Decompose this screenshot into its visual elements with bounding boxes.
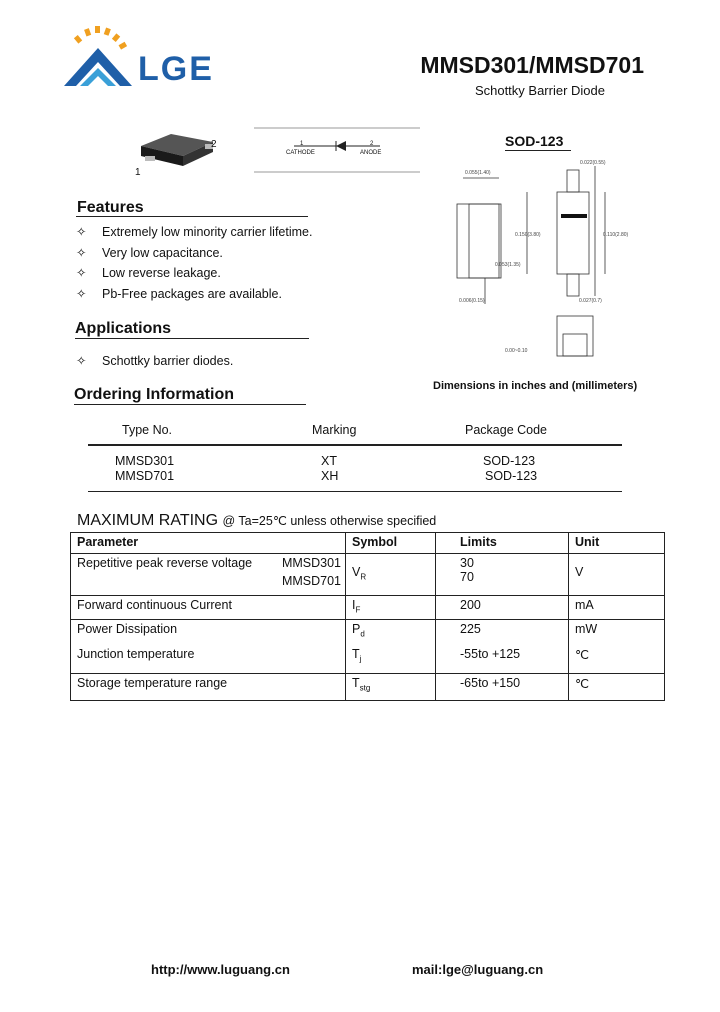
col-limits: Limits [436, 533, 569, 554]
svg-text:0.055(1.40): 0.055(1.40) [465, 170, 491, 176]
limit-value: 200 [436, 596, 569, 620]
svg-text:0.006(0.15): 0.006(0.15) [459, 298, 485, 304]
limit-value: -65to +150 [436, 674, 569, 701]
svg-text:0.110(2.80): 0.110(2.80) [603, 232, 629, 238]
logo [58, 20, 138, 90]
ordering-row2-type: MMSD701 [115, 469, 175, 483]
package-name-underline [505, 150, 571, 151]
param-text: Junction temperature [77, 647, 195, 661]
applications-underline [75, 338, 309, 339]
bullet-icon: ✧ [76, 225, 87, 239]
page-title: MMSD301/MMSD701 [420, 52, 644, 78]
logo-text: LGE [138, 50, 214, 88]
svg-text:0.027(0.7): 0.027(0.7) [579, 298, 602, 304]
package-name: SOD-123 [505, 133, 564, 149]
param-text: Repetitive peak reverse voltage [77, 556, 253, 570]
cathode-label: CATHODE [286, 150, 315, 156]
symbol-cell: $P_d$ [352, 622, 365, 639]
svg-text:0.022(0.55): 0.022(0.55) [580, 160, 606, 166]
ordering-row1-package: SOD-123 [483, 454, 536, 468]
table-row [71, 620, 665, 674]
table-row [71, 554, 665, 596]
unit-value: V [575, 565, 584, 579]
table-row [71, 596, 665, 620]
param-text: Forward continuous Current [71, 596, 346, 620]
max-rating-title [77, 512, 436, 530]
unit-value: ℃ [569, 674, 665, 701]
list-item: ✧ Pb-Free packages are available. [76, 287, 282, 301]
bullet-icon: ✧ [76, 246, 87, 260]
bullet-icon: ✧ [76, 266, 87, 280]
svg-text:0.150(3.80): 0.150(3.80) [515, 232, 541, 238]
list-item: ✧ Low reverse leakage. [76, 266, 221, 280]
unit-value: mW [575, 622, 598, 636]
symbol-cell: $V_R$ [352, 565, 367, 582]
max-rating-condition: @ Ta=25℃ unless otherwise specified [222, 514, 437, 528]
dimension-drawing [455, 156, 655, 366]
max-rating-heading: MAXIMUM RATING [77, 512, 219, 529]
dims-caption: Dimensions in inches and (millimeters) [433, 380, 638, 392]
features-heading: Features [77, 199, 144, 216]
bullet-icon: ✧ [76, 287, 87, 301]
unit-value: mA [569, 596, 665, 620]
ordering-heading: Ordering Information [74, 386, 234, 403]
applications-heading: Applications [75, 320, 172, 337]
ordering-underline [74, 404, 306, 405]
sym-pin2: 2 [370, 141, 374, 147]
features-underline [76, 216, 308, 217]
list-item: ✧ Extremely low minority carrier lifetime. [76, 225, 313, 239]
limit-value: 30 [460, 556, 474, 570]
pin1-label: 1 [135, 167, 141, 178]
footer-url-link[interactable]: http://www.luguang.cn [151, 962, 290, 977]
param-sub1: MMSD301 [281, 556, 341, 570]
logo-mark-icon [58, 20, 138, 90]
page-subtitle: Schottky Barrier Diode [474, 83, 605, 98]
symbol-cell: $I_F$ [346, 596, 436, 620]
svg-text:0.053(1.35): 0.053(1.35) [495, 262, 521, 268]
param-sub2: MMSD701 [281, 574, 341, 588]
table-header-row [71, 533, 665, 554]
ordering-row2-marking: XH [321, 469, 339, 483]
limit-value: 225 [460, 622, 481, 636]
symbol-cell: $T_j$ [352, 646, 362, 663]
max-rating-table [70, 532, 665, 701]
ordering-row1-marking: XT [321, 454, 337, 468]
pin2-label: 2 [211, 139, 217, 150]
ordering-col-type: Type No. [122, 423, 173, 437]
limit-value: -55to +125 [460, 647, 521, 661]
table-row [71, 674, 665, 701]
ordering-rule-top [88, 444, 622, 446]
param-text: Storage temperature range [71, 674, 346, 701]
unit-value: ℃ [575, 648, 590, 662]
diode-symbol [254, 126, 420, 174]
param-text: Power Dissipation [77, 622, 178, 636]
list-item: ✧ Schottky barrier diodes. [76, 354, 234, 368]
anode-label: ANODE [360, 150, 382, 156]
svg-text:0.00~0.10: 0.00~0.10 [505, 348, 528, 354]
symbol-cell: $T_{stg}$ [346, 674, 436, 701]
col-symbol: Symbol [346, 533, 436, 554]
list-item: ✧ Very low capacitance. [76, 246, 223, 260]
col-parameter: Parameter [71, 533, 346, 554]
ordering-row2-package: SOD-123 [485, 469, 538, 483]
footer-mail-link[interactable]: mail:lge@luguang.cn [412, 962, 544, 977]
sym-pin1: 1 [300, 141, 304, 147]
bullet-icon: ✧ [76, 354, 87, 368]
package-image [133, 128, 223, 178]
ordering-col-marking: Marking [312, 423, 357, 437]
col-unit: Unit [569, 533, 665, 554]
ordering-rule-bottom [88, 491, 622, 492]
ordering-col-package: Package Code [465, 423, 548, 437]
limit-value: 70 [460, 570, 474, 584]
ordering-row1-type: MMSD301 [115, 454, 175, 468]
